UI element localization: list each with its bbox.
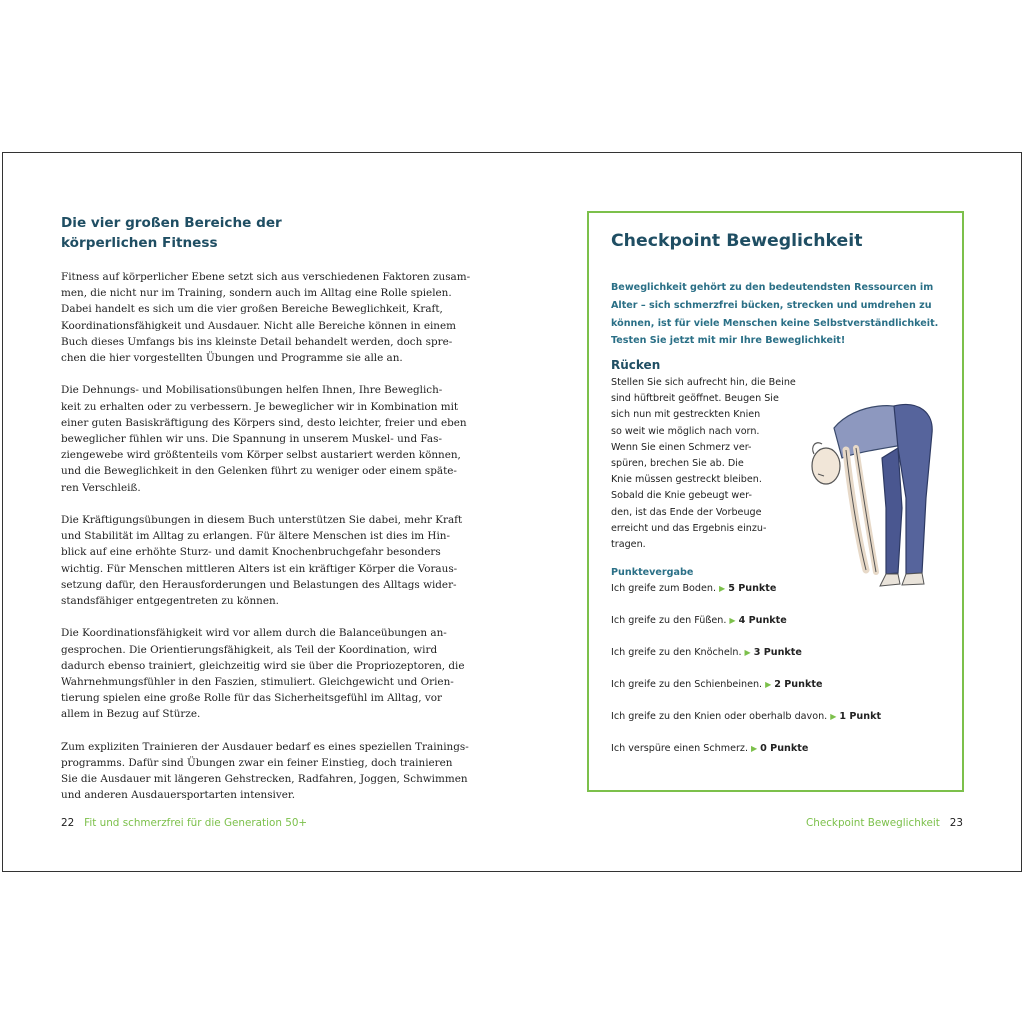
score-row: Ich greife zu den Knöcheln. ▶ 3 Punkte [611,647,802,658]
running-title-left: Fit und schmerzfrei für die Generation 50+ [84,817,308,829]
paragraph-endurance: Zum expliziten Trainieren der Ausdauer bedarf es eines speziellen Trainings- programms. Dafür sind Übungen zwar ein feiner Einstieg, doch trainieren Sie die Ausdauer mit längeren Gehstrecken, Radfahren, Joggen, Schwimmen und anderen Ausdauersportarten intensiver. [61,740,469,802]
score-row: Ich greife zu den Schienbeinen. ▶ 2 Punkte [611,679,823,690]
checkpoint-title: Checkpoint Beweglichkeit [611,231,863,251]
right-folio [806,817,963,829]
paragraph-coordination: Die Koordinationsfähigkeit wird vor allem durch die Balanceübungen an- gesprochen. Die Orientierungsfähigkeit, als Teil der Koordination, wird dadurch ebenso trainiert, gleichzeitig wird sie über die Propriozeptoren, die Wahrnehmungsfühler in den Faszien, stimuliert. Gleichgewicht und Orien- tierung spielen eine große Rolle für das Sicherheitsgefühl im Alltag, vor allem in Bezug auf Stürze. [61,627,465,721]
forward-bend-illustration [794,388,944,603]
section-title: Die vier großen Bereiche der körperlichen Fitness [61,215,282,251]
sub-title-back: Rücken [611,358,661,372]
score-row: Ich greife zum Boden. ▶ 5 Punkte [611,583,777,594]
points-title: Punktevergabe [611,567,694,578]
checkpoint-intro: Beweglichkeit gehört zu den bedeutendsten Ressourcen im Alter – sich schmerzfrei bücken, strecken und umdrehen zu können, ist für viele Menschen keine Selbstverständlichkeit. Testen Sie jetzt mit mir Ihre Beweglichkeit! [611,282,939,347]
triangle-right-icon: ▶ [729,616,736,625]
paragraph-intro: Fitness auf körperlicher Ebene setzt sich aus verschiedenen Faktoren zusam- men, die nicht nur im Training, sondern auch im Alltag eine Rolle spielen. Dabei handelt es sich um die vier großen Bereiche Beweglichkeit, Kraft, Koordinationsfähigkeit und Ausdauer. Nicht alle Bereiche können in einem Buch dieses Umfangs bis ins kleinste Detail behandelt werden, doch spre- chen die hier vorgestellten Übungen und Programme sie alle an. [61,271,471,365]
exercise-description: Stellen Sie sich aufrecht hin, die Beine sind hüftbreit geöffnet. Beugen Sie sich nun mit gestreckten Knien so weit wie möglich nach vorn. Wenn Sie einen Schmerz ver- spüren, brechen Sie ab. Die Knie müssen gestreckt bleiben. Sobald die Knie gebeugt wer- den, ist das Ende der Vorbeuge erreicht und das Ergebnis einzu- tragen. [611,377,796,551]
page-number-right: 23 [949,817,963,829]
triangle-right-icon: ▶ [765,680,772,689]
paragraph-strength: Die Kräftigungsübungen in diesem Buch unterstützen Sie dabei, mehr Kraft und Stabilität im Alltag zu erlangen. Für ältere Menschen ist dies im Hin- blick auf eine erhöhte Sturz- und damit Knochenbruchgefahr besonders wichtig. Für Menschen mittleren Alters ist ein kräftiger Körper die Voraus- setzung dafür, den Herausforderungen und Belastungen des Alltags wider- standsfähiger entgegentreten zu können. [61,514,463,608]
triangle-right-icon: ▶ [751,744,758,753]
page-number-left: 22 [61,817,75,829]
running-title-right: Checkpoint Beweglichkeit [805,817,940,829]
score-row: Ich greife zu den Knien oder oberhalb davon. ▶ 1 Punkt [611,711,882,722]
score-row: Ich greife zu den Füßen. ▶ 4 Punkte [611,615,787,626]
triangle-right-icon: ▶ [719,584,726,593]
checkpoint-box [587,211,964,792]
paragraph-mobility: Die Dehnungs- und Mobilisationsübungen helfen Ihnen, Ihre Beweglich- keit zu erhalten oder zu verbessern. Je beweglicher wir in Kombination mit einer guten Basiskräftigung des Körpers sind, desto leichter, freier und eben beweglicher fühlen wir uns. Die Spannung in unserem Muskel- und Fas- ziengewebe wird größtenteils vom Körper selbst austariert werden können, und die Beweglichkeit in den Gelenken führt zu weniger oder einem späte- ren Verschleiß. [61,384,467,494]
left-folio [61,817,307,829]
left-page [61,213,471,820]
book-spread [2,152,1022,872]
triangle-right-icon: ▶ [744,648,751,657]
triangle-right-icon: ▶ [830,712,837,721]
score-row: Ich verspüre einen Schmerz. ▶ 0 Punkte [611,743,809,754]
